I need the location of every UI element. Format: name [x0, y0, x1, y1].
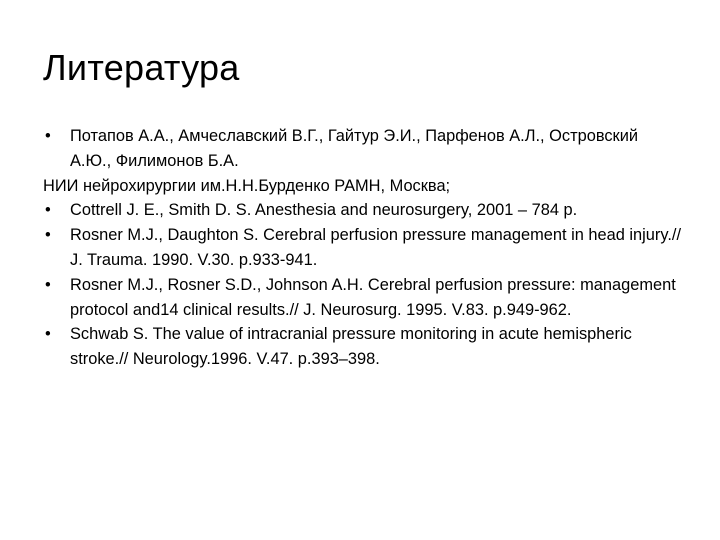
- bullet-icon: •: [45, 127, 51, 145]
- reference-item: [43, 223, 683, 273]
- references-list: [43, 124, 683, 372]
- reference-text: Cottrell J. E., Smith D. S. Anesthesia and neurosurgery, 2001 – 784 p.: [70, 201, 578, 220]
- reference-item: [43, 198, 683, 223]
- reference-text: Rosner M.J., Rosner S.D., Johnson A.H. Cerebral perfusion pressure: management protocol and14 clinical results.// J. Neurosurg. 1995. V.83. p.949-962.: [70, 275, 676, 319]
- bullet-icon: •: [45, 275, 51, 294]
- slide-title: Литература: [43, 47, 240, 88]
- reference-text: Потапов А.А., Амчеславский В.Г., Гайтур Э.И., Парфенов А.Л., Островский А.Ю., Филимонов Б.А.: [70, 127, 639, 170]
- reference-item: [43, 322, 683, 372]
- reference-item: [43, 124, 683, 174]
- bullet-icon: •: [45, 325, 51, 344]
- reference-affiliation: [43, 174, 683, 199]
- bullet-icon: •: [45, 201, 51, 220]
- reference-item: [43, 273, 683, 323]
- bullet-icon: •: [45, 226, 51, 245]
- reference-text: Schwab S. The value of intracranial pressure monitoring in acute hemispheric stroke.// Neurology.1996. V.47. p.393–398.: [70, 325, 632, 369]
- reference-text: Rosner M.J., Daughton S. Cerebral perfusion pressure management in head injury.// J. Trauma. 1990. V.30. p.933-941.: [70, 226, 682, 269]
- reference-text: НИИ нейрохирургии им.Н.Н.Бурденко РАМН, Москва;: [43, 176, 451, 195]
